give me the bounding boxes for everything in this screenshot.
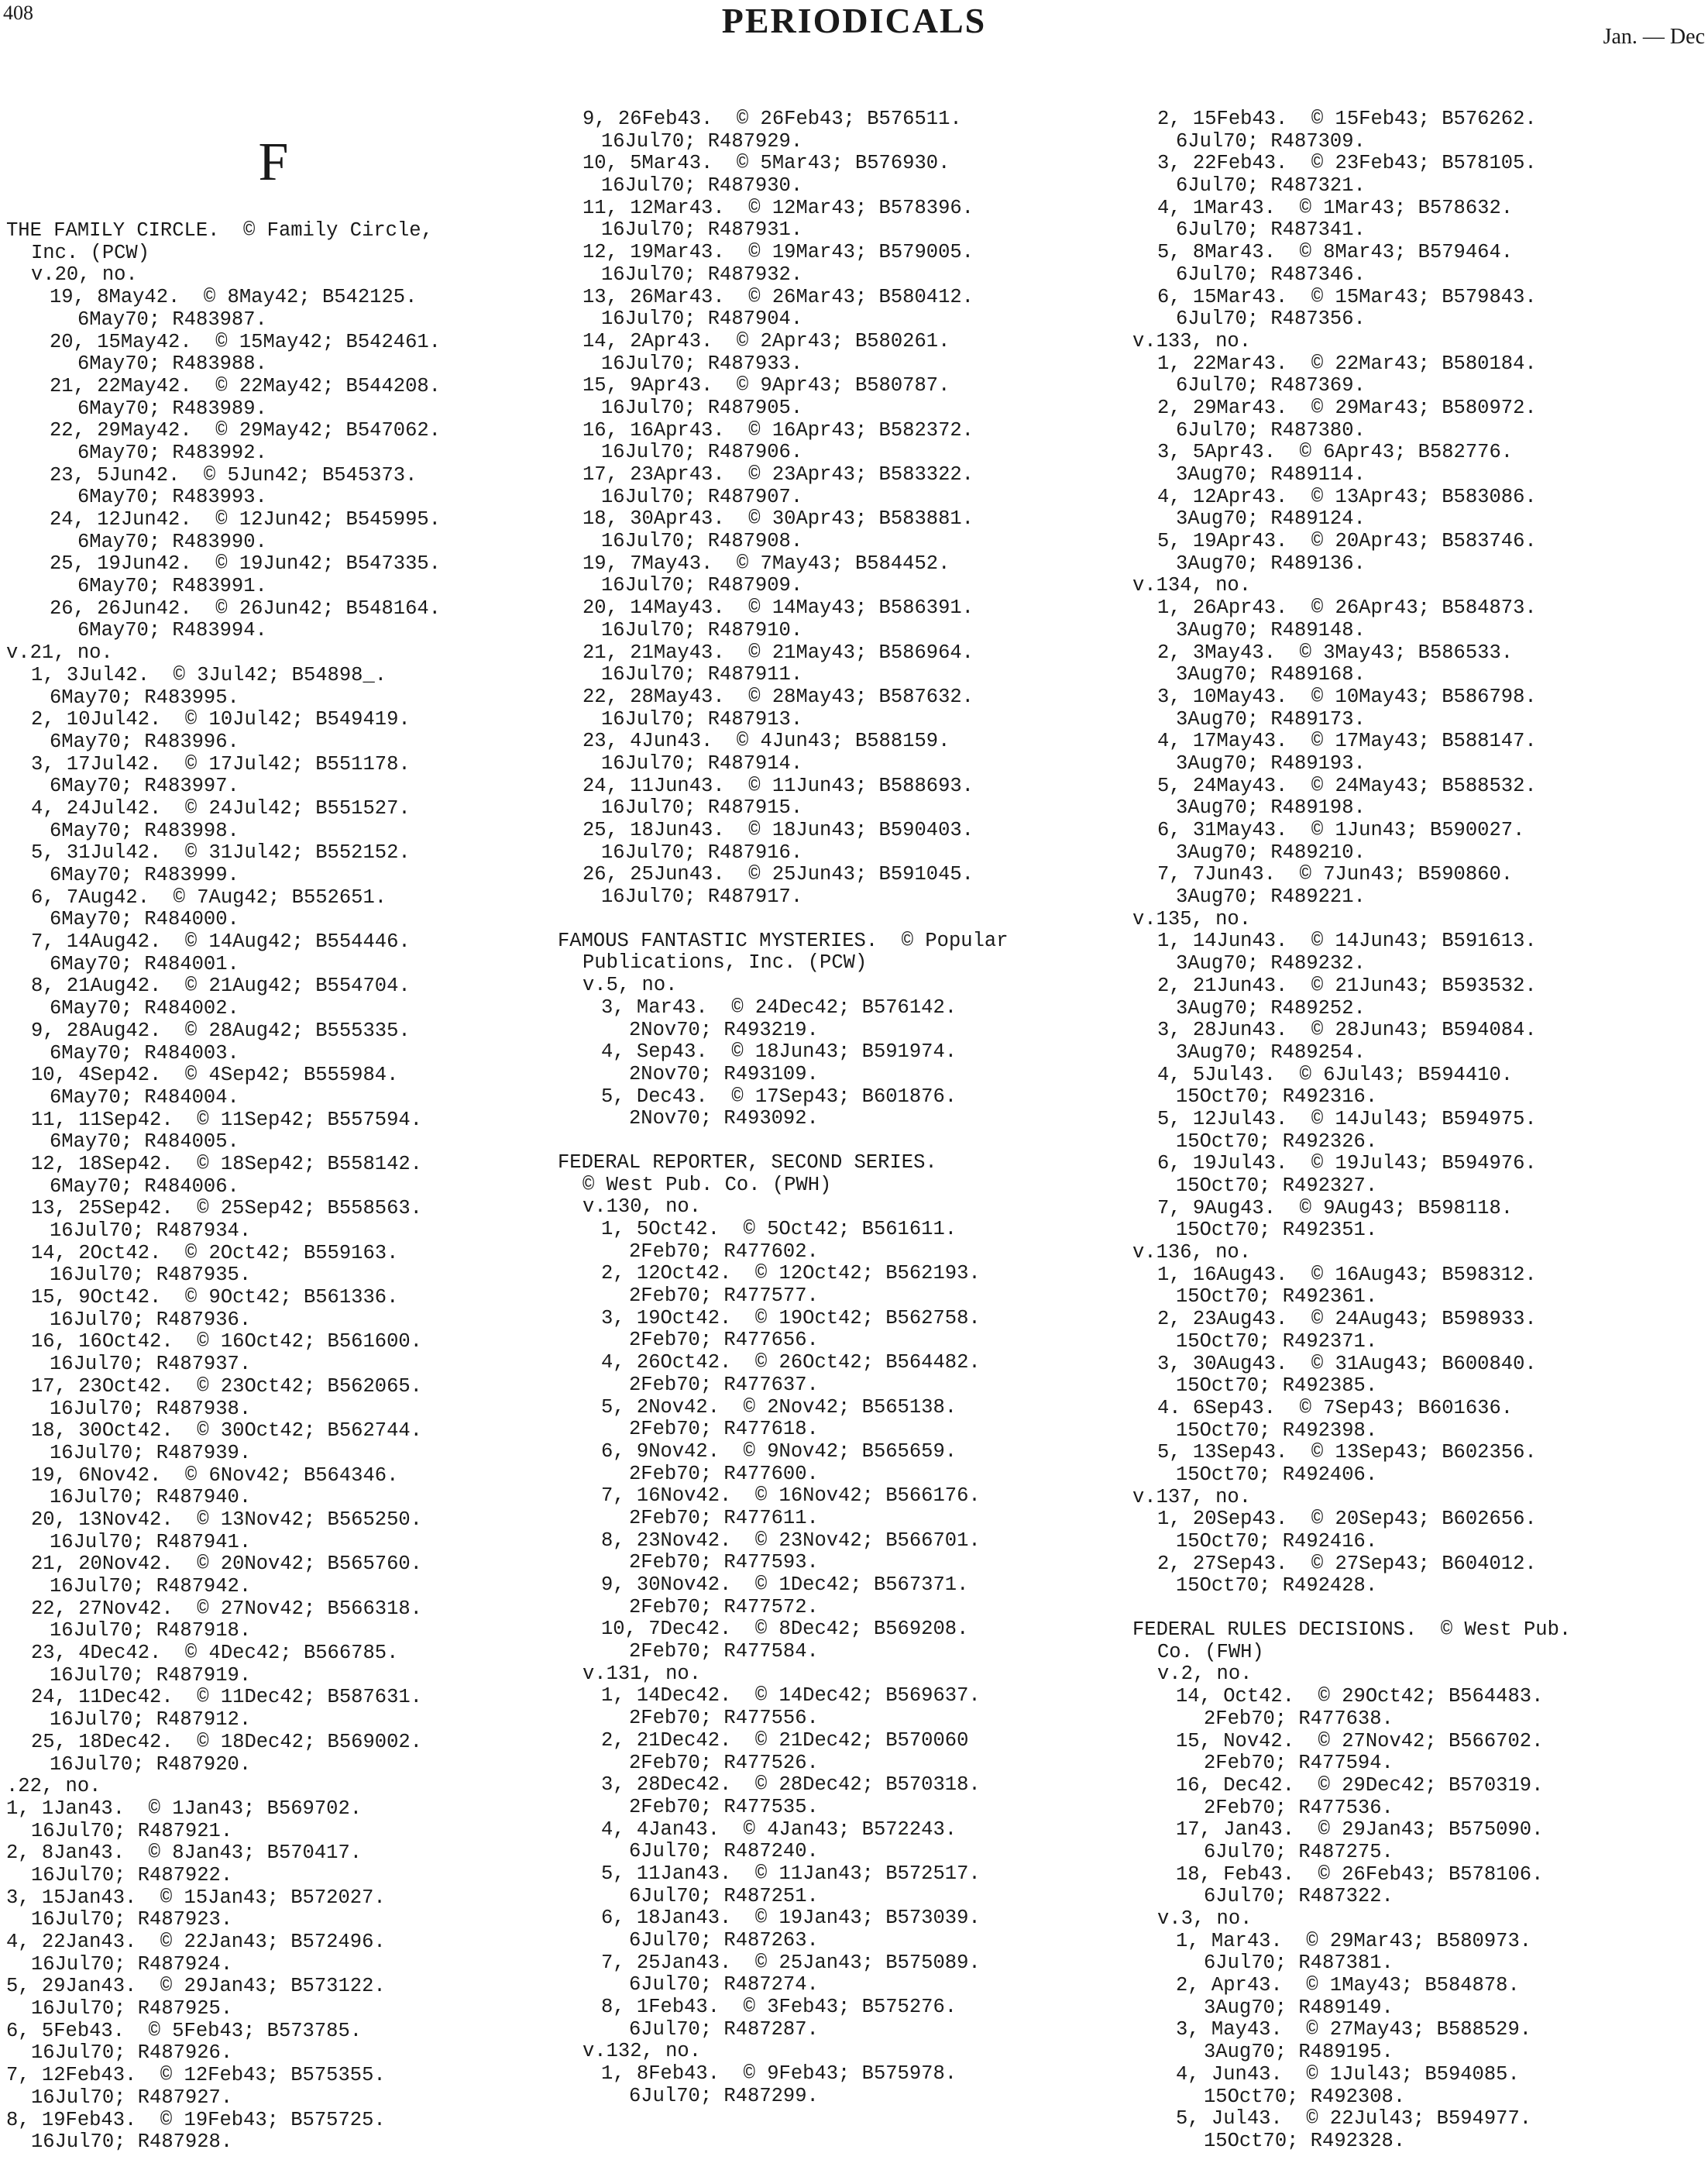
entry-line: 3Aug70; R489195. [1204, 2041, 1394, 2064]
entry-line: 6Jul70; R487287. [629, 2018, 819, 2041]
entry-line: 16Jul70; R487941. [50, 1531, 252, 1553]
entry-line: 6, 15Mar43. © 15Mar43; B579843. [1157, 286, 1537, 308]
entry-line: 22, 28May43. © 28May43; B587632. [583, 686, 974, 708]
entry-line: v.2, no. [1157, 1663, 1253, 1686]
entry-line: 11, 12Mar43. © 12Mar43; B578396. [583, 197, 974, 219]
entry-line: 23, 4Jun43. © 4Jun43; B588159. [583, 731, 950, 753]
entry-line: 16Jul70; R487925. [31, 1998, 233, 2021]
entry-line: 4, 24Jul42. © 24Jul42; B551527. [31, 797, 411, 820]
entry-line: 16Jul70; R487937. [50, 1353, 252, 1376]
entry-line: 16Jul70; R487923. [31, 1909, 233, 1931]
entry-line: 2Feb70; R477535. [629, 1796, 819, 1818]
entry-line: 1, 14Jun43. © 14Jun43; B591613. [1157, 930, 1537, 953]
entry-line: 6May70; R484005. [50, 1131, 239, 1154]
entry-line: 4, Sep43. © 18Jun43; B591974. [601, 1041, 957, 1064]
entry-line: 6May70; R484006. [50, 1175, 239, 1198]
entry-line: 16Jul70; R487907. [601, 486, 803, 508]
entry-line: 16Jul70; R487942. [50, 1576, 252, 1598]
entry-line: 24, 11Dec42. © 11Dec42; B587631. [31, 1687, 422, 1709]
entry-line: Publications, Inc. (PCW) [583, 952, 868, 975]
entry-line: 18, Feb43. © 26Feb43; B578106. [1176, 1863, 1544, 1886]
entry-spacer [558, 1130, 1100, 1152]
entry-line: 16Jul70; R487918. [50, 1620, 252, 1642]
entry-line: 16Jul70; R487915. [601, 797, 803, 820]
entry-line: 6, 9Nov42. © 9Nov42; B565659. [601, 1440, 957, 1463]
entry-line: 1, 22Mar43. © 22Mar43; B580184. [1157, 353, 1537, 375]
entry-line: 15, 9Oct42. © 9Oct42; B561336. [31, 1287, 399, 1309]
entry-heading: v.21, no. [6, 642, 113, 665]
entry-line: 8, 21Aug42. © 21Aug42; B554704. [31, 975, 411, 998]
entry-line: 6, 31May43. © 1Jun43; B590027. [1157, 820, 1525, 841]
entry-line: 3, May43. © 27May43; B588529. [1176, 2019, 1532, 2041]
entry-line: 8, 1Feb43. © 3Feb43; B575276. [601, 1996, 957, 2019]
entry-line: 3Aug70; R489210. [1176, 841, 1366, 864]
entry-line: 3, 28Dec42. © 28Dec42; B570318. [601, 1774, 981, 1797]
entry-line: 16Jul70; R487911. [601, 664, 803, 686]
entry-line: 6Jul70; R487369. [1176, 375, 1366, 397]
entry-line: 16Jul70; R487916. [601, 841, 803, 864]
entry-line: 5, 12Jul43. © 14Jul43; B594975. [1157, 1108, 1537, 1130]
entry-line: 6Jul70; R487275. [1204, 1841, 1394, 1863]
entry-heading: FEDERAL RULES DECISIONS. © West Pub. [1132, 1619, 1572, 1642]
entry-line: 6Jul70; R487251. [629, 1885, 819, 1907]
entry-heading: 5, 29Jan43. © 29Jan43; B573122. [6, 1976, 386, 1998]
entry-line: 6May70; R483991. [77, 576, 267, 598]
entry-heading: 6, 5Feb43. © 5Feb43; B573785. [6, 2020, 363, 2042]
entry-spacer [558, 909, 1100, 930]
entry-line: 4. 6Sep43. © 7Sep43; B601636. [1157, 1397, 1514, 1419]
entry-line: 1, 8Feb43. © 9Feb43; B575978. [601, 2063, 957, 2086]
entry-line: 7, 25Jan43. © 25Jan43; B575089. [601, 1952, 981, 1974]
entry-line: 15Oct70; R492428. [1176, 1575, 1378, 1597]
entry-line: 16Jul70; R487917. [601, 886, 803, 909]
entry-line: 2, 15Feb43. © 15Feb43; B576262. [1157, 108, 1537, 130]
entry-line: 3Aug70; R489232. [1176, 953, 1366, 975]
entry-line: 21, 20Nov42. © 20Nov42; B565760. [31, 1553, 422, 1576]
entry-line: 16Jul70; R487908. [601, 531, 803, 553]
entry-line: 16, 16Oct42. © 16Oct42; B561600. [31, 1331, 422, 1353]
entry-line: 5, 19Apr43. © 20Apr43; B583746. [1157, 531, 1537, 553]
entry-line: 15, 9Apr43. © 9Apr43; B580787. [583, 375, 950, 397]
entry-line: 2, 3May43. © 3May43; B586533. [1157, 641, 1514, 664]
entry-line: 16Jul70; R487912. [50, 1709, 252, 1732]
entry-line: 6May70; R484001. [50, 953, 239, 975]
entry-line: 6Jul70; R487356. [1176, 308, 1366, 331]
entry-line: 14, 2Apr43. © 2Apr43; B580261. [583, 330, 950, 353]
entry-heading: 2, 8Jan43. © 8Jan43; B570417. [6, 1842, 363, 1865]
entry-line: 4, Jun43. © 1Jul43; B594085. [1176, 2063, 1520, 2086]
entry-line: 5, 13Sep43. © 13Sep43; B602356. [1157, 1442, 1537, 1464]
entry-line: 2, 12Oct42. © 12Oct42; B562193. [601, 1263, 981, 1285]
entry-line: 15Oct70; R492351. [1176, 1219, 1378, 1242]
entry-line: 3Aug70; R489124. [1176, 508, 1366, 531]
entry-heading: THE FAMILY CIRCLE. © Family Circle, [6, 220, 433, 242]
entry-line: v.131, no. [583, 1663, 702, 1685]
entry-line: 25, 18Jun43. © 18Jun43; B590403. [583, 820, 974, 841]
entry-line: 15Oct70; R492398. [1176, 1419, 1378, 1442]
entry-line: 16Jul70; R487922. [31, 1864, 233, 1886]
entry-line: 19, 7May43. © 7May43; B584452. [583, 552, 950, 575]
entry-line: 16Jul70; R487914. [601, 752, 803, 775]
entry-heading: 1, 1Jan43. © 1Jan43; B569702. [6, 1797, 363, 1820]
entry-line: 4, 17May43. © 17May43; B588147. [1157, 731, 1537, 753]
entry-line: 16Jul70; R487938. [50, 1398, 252, 1420]
entry-line: 3Aug70; R489193. [1176, 752, 1366, 775]
entry-line: 21, 22May42. © 22May42; B544208. [50, 375, 441, 397]
entry-line: 16Jul70; R487904. [601, 308, 803, 331]
entry-line: 13, 26Mar43. © 26Mar43; B580412. [583, 286, 974, 308]
entry-line: 15Oct70; R492416. [1176, 1531, 1378, 1553]
entry-line: 16, 16Apr43. © 16Apr43; B582372. [583, 419, 974, 442]
entry-line: 15Oct70; R492308. [1204, 2086, 1406, 2108]
entry-line: 4, 5Jul43. © 6Jul43; B594410. [1157, 1064, 1514, 1086]
entry-line: 3, 28Jun43. © 28Jun43; B594084. [1157, 1020, 1537, 1042]
entry-line: 1, 26Apr43. © 26Apr43; B584873. [1157, 597, 1537, 620]
entry-line: 4, 4Jan43. © 4Jan43; B572243. [601, 1818, 957, 1841]
date-range: Jan. — Dec [1603, 25, 1705, 49]
entry-heading: 7, 12Feb43. © 12Feb43; B575355. [6, 2065, 386, 2087]
entry-line: 6, 19Jul43. © 19Jul43; B594976. [1157, 1153, 1537, 1175]
entry-line: 4, 12Apr43. © 13Apr43; B583086. [1157, 486, 1537, 508]
entry-heading: v.134, no. [1132, 575, 1252, 597]
entry-line: 1, 14Dec42. © 14Dec42; B569637. [601, 1685, 981, 1708]
entry-line: 9, 28Aug42. © 28Aug42; B555335. [31, 1020, 411, 1042]
entry-line: © West Pub. Co. (PWH) [583, 1174, 832, 1196]
entry-line: v.5, no. [583, 975, 678, 997]
entry-line: 15Oct70; R492326. [1176, 1130, 1378, 1153]
entry-line: 21, 21May43. © 21May43; B586964. [583, 641, 974, 664]
entry-line: 6May70; R483990. [77, 531, 267, 553]
entry-line: 6Jul70; R487381. [1204, 1952, 1394, 1975]
entry-line: 8, 23Nov42. © 23Nov42; B566701. [601, 1529, 981, 1552]
entry-line: 2Feb70; R477584. [629, 1641, 819, 1663]
entry-line: 19, 8May42. © 8May42; B542125. [50, 287, 418, 309]
page-number: 408 [3, 2, 33, 24]
entry-line: 2Feb70; R477577. [629, 1285, 819, 1308]
entry-line: 10, 5Mar43. © 5Mar43; B576930. [583, 153, 950, 175]
entry-line: 2, 23Aug43. © 24Aug43; B598933. [1157, 1309, 1537, 1331]
entry-line: 2Feb70; R477572. [629, 1596, 819, 1618]
entry-line: 3Aug70; R489136. [1176, 552, 1366, 575]
entry-line: 2Nov70; R493219. [629, 1019, 819, 1041]
entry-line: 17, 23Apr43. © 23Apr43; B583322. [583, 464, 974, 486]
entry-line: 6May70; R483987. [77, 308, 267, 331]
entry-line: 18, 30Oct42. © 30Oct42; B562744. [31, 1420, 422, 1443]
entry-line: 9, 30Nov42. © 1Dec42; B567371. [601, 1574, 969, 1596]
entry-line: 16Jul70; R487935. [50, 1264, 252, 1287]
entry-line: 18, 30Apr43. © 30Apr43; B583881. [583, 508, 974, 531]
entry-line: 2Feb70; R477556. [629, 1708, 819, 1730]
entry-line: 3, 10May43. © 10May43; B586798. [1157, 686, 1537, 708]
entry-line: 6May70; R483989. [77, 397, 267, 420]
entry-line: 6May70; R483998. [50, 820, 239, 842]
entry-line: 16Jul70; R487909. [601, 575, 803, 597]
entry-line: 1, 3Jul42. © 3Jul42; B54898_. [31, 664, 387, 686]
entry-line: 2, Apr43. © 1May43; B584878. [1176, 1975, 1520, 1997]
entry-line: 15Oct70; R492328. [1204, 2130, 1406, 2152]
entry-line: 2, 29Mar43. © 29Mar43; B580972. [1157, 397, 1537, 419]
entry-line: 25, 18Dec42. © 18Dec42; B569002. [31, 1731, 422, 1753]
entry-line: 2Feb70; R477637. [629, 1374, 819, 1396]
entry-line: 6, 7Aug42. © 7Aug42; B552651. [31, 886, 387, 909]
entry-line: 16Jul70; R487920. [50, 1753, 252, 1776]
entry-line: 6Jul70; R487321. [1176, 175, 1366, 198]
entry-line: 10, 7Dec42. © 8Dec42; B569208. [601, 1618, 969, 1641]
entry-heading: v.137, no. [1132, 1486, 1252, 1508]
entry-line: 4, 1Mar43. © 1Mar43; B578632. [1157, 197, 1514, 219]
entry-line: 16Jul70; R487921. [31, 1820, 233, 1842]
entry-line: 6May70; R483994. [77, 620, 267, 642]
entry-line: 15Oct70; R492316. [1176, 1086, 1378, 1109]
entry-line: 5, 24May43. © 24May43; B588532. [1157, 775, 1537, 797]
entry-line: 24, 12Jun42. © 12Jun42; B545995. [50, 509, 441, 531]
entry-line: 26, 25Jun43. © 25Jun43; B591045. [583, 864, 974, 886]
entry-line: 6May70; R483999. [50, 865, 239, 887]
entry-line: 20, 15May42. © 15May42; B542461. [50, 331, 441, 353]
entry-line: 6May70; R483993. [77, 487, 267, 509]
entry-spacer [1132, 1597, 1706, 1619]
entry-line: 6Jul70; R487341. [1176, 219, 1366, 242]
entry-line: 2Feb70; R477536. [1204, 1797, 1394, 1819]
entry-line: 16Jul70; R487905. [601, 397, 803, 419]
entry-line: 16Jul70; R487928. [31, 2131, 233, 2154]
entry-line: 3Aug70; R489221. [1176, 886, 1366, 909]
entry-line: 16, Dec42. © 29Dec42; B570319. [1176, 1774, 1544, 1797]
entry-line: 3, 19Oct42. © 19Oct42; B562758. [601, 1307, 981, 1329]
entry-line: 20, 14May43. © 14May43; B586391. [583, 597, 974, 620]
entry-line: 2Feb70; R477594. [1204, 1752, 1394, 1775]
entry-heading: v.133, no. [1132, 330, 1252, 353]
entry-line: 3, Mar43. © 24Dec42; B576142. [601, 996, 957, 1019]
entry-line: 3Aug70; R489198. [1176, 797, 1366, 820]
column-1 [6, 91, 541, 2154]
entry-line: 16Jul70; R487919. [50, 1664, 252, 1687]
entry-line: 6May70; R483988. [77, 353, 267, 376]
entry-line: 1, 20Sep43. © 20Sep43; B602656. [1157, 1508, 1537, 1531]
entry-line: 2Feb70; R477602. [629, 1240, 819, 1263]
entry-line: 1, 16Aug43. © 16Aug43; B598312. [1157, 1264, 1537, 1286]
entry-line: v.132, no. [583, 2041, 702, 2063]
entry-line: 3Aug70; R489254. [1176, 1041, 1366, 1064]
entry-line: 12, 18Sep42. © 18Sep42; B558142. [31, 1153, 422, 1175]
entry-line: 6Jul70; R487380. [1176, 419, 1366, 442]
entry-line: 7, 14Aug42. © 14Aug42; B554446. [31, 931, 411, 954]
entry-line: 2, 10Jul42. © 10Jul42; B549419. [31, 709, 411, 731]
entry-line: 9, 26Feb43. © 26Feb43; B576511. [583, 108, 962, 130]
entry-line: 2, 27Sep43. © 27Sep43; B604012. [1157, 1553, 1537, 1575]
entry-line: 10, 4Sep42. © 4Sep42; B555984. [31, 1064, 399, 1087]
entry-line: Inc. (PCW) [31, 242, 150, 264]
entry-line: 5, 2Nov42. © 2Nov42; B565138. [601, 1396, 957, 1419]
entry-line: 4, 26Oct42. © 26Oct42; B564482. [601, 1352, 981, 1374]
entry-heading: v.136, no. [1132, 1242, 1252, 1264]
entry-line: 16Jul70; R487932. [601, 263, 803, 286]
entry-heading: FAMOUS FANTASTIC MYSTERIES. © Popular [558, 930, 1009, 952]
entry-line: 5, 11Jan43. © 11Jan43; B572517. [601, 1862, 981, 1885]
entry-line: 2Feb70; R477600. [629, 1463, 819, 1485]
entry-line: 16Jul70; R487933. [601, 353, 803, 375]
entry-line: v.20, no. [31, 264, 138, 287]
entry-line: 7, 16Nov42. © 16Nov42; B566176. [601, 1485, 981, 1508]
entry-line: 3, 5Apr43. © 6Apr43; B582776. [1157, 442, 1514, 464]
entry-line: 15, Nov42. © 27Nov42; B566702. [1176, 1730, 1544, 1752]
entry-line: 25, 19Jun42. © 19Jun42; B547335. [50, 553, 441, 576]
entry-line: 6May70; R483995. [50, 686, 239, 709]
entry-line: 15Oct70; R492371. [1176, 1330, 1378, 1353]
column-3 [1132, 108, 1706, 2153]
entry-line: 3Aug70; R489168. [1176, 664, 1366, 686]
entry-line: 16Jul70; R487930. [601, 175, 803, 198]
entry-line: 11, 11Sep42. © 11Sep42; B557594. [31, 1109, 422, 1131]
entry-line: 6, 18Jan43. © 19Jan43; B573039. [601, 1907, 981, 1930]
entry-line: 6Jul70; R487240. [629, 1841, 819, 1863]
entry-line: 2, 21Jun43. © 21Jun43; B593532. [1157, 975, 1537, 997]
entry-line: 15Oct70; R492361. [1176, 1286, 1378, 1309]
entry-line: Co. (FWH) [1157, 1641, 1264, 1663]
entry-line: 6May70; R484000. [50, 909, 239, 931]
entry-line: v.3, no. [1157, 1908, 1253, 1930]
entry-line: 2Feb70; R477656. [629, 1329, 819, 1352]
entry-line: 2, 21Dec42. © 21Dec42; B570060 [601, 1729, 969, 1752]
entry-line: 16Jul70; R487934. [50, 1220, 252, 1243]
entry-line: 16Jul70; R487927. [31, 2086, 233, 2109]
entry-line: 16Jul70; R487931. [601, 219, 803, 242]
entry-line: 24, 11Jun43. © 11Jun43; B588693. [583, 775, 974, 797]
entry-line: 17, 23Oct42. © 23Oct42; B562065. [31, 1375, 422, 1398]
entry-line: 3, 17Jul42. © 17Jul42; B551178. [31, 753, 411, 776]
entry-line: 6Jul70; R487263. [629, 1930, 819, 1952]
entry-line: 16Jul70; R487940. [50, 1487, 252, 1509]
entry-line: 3, 22Feb43. © 23Feb43; B578105. [1157, 153, 1537, 175]
page-header [0, 0, 1708, 54]
entry-line: 20, 13Nov42. © 13Nov42; B565250. [31, 1508, 422, 1531]
entry-line: 6May70; R484004. [50, 1086, 239, 1109]
entry-line: 5, 31Jul42. © 31Jul42; B552152. [31, 842, 411, 865]
entry-line: 2Feb70; R477618. [629, 1419, 819, 1441]
entry-line: 15Oct70; R492406. [1176, 1463, 1378, 1486]
entry-line: 3, 30Aug43. © 31Aug43; B600840. [1157, 1353, 1537, 1375]
entry-line: 5, Dec43. © 17Sep43; B601876. [601, 1085, 957, 1108]
running-title: PERIODICALS [721, 1, 987, 40]
entry-line: 1, Mar43. © 29Mar43; B580973. [1176, 1930, 1532, 1952]
entry-line: 3Aug70; R489149. [1204, 1996, 1394, 2019]
entry-line: 16Jul70; R487936. [50, 1309, 252, 1331]
entry-line: 15Oct70; R492385. [1176, 1375, 1378, 1398]
entry-line: 6Jul70; R487346. [1176, 263, 1366, 286]
entry-line: 16Jul70; R487929. [601, 130, 803, 153]
entry-line: 7, 9Aug43. © 9Aug43; B598118. [1157, 1197, 1514, 1219]
entry-line: 16Jul70; R487910. [601, 619, 803, 641]
entry-heading: 8, 19Feb43. © 19Feb43; B575725. [6, 2109, 386, 2131]
entry-line: 23, 4Dec42. © 4Dec42; B566785. [31, 1642, 399, 1665]
entry-line: 6May70; R483997. [50, 776, 239, 798]
entry-line: 2Feb70; R477611. [629, 1507, 819, 1529]
entry-line: 16Jul70; R487913. [601, 708, 803, 731]
entry-line: 6May70; R484002. [50, 998, 239, 1020]
entry-heading: v.135, no. [1132, 908, 1252, 930]
entry-line: 3Aug70; R489114. [1176, 464, 1366, 486]
entry-line: 6Jul70; R487309. [1176, 130, 1366, 153]
entry-line: 6May70; R483992. [77, 442, 267, 464]
section-letter: F [258, 132, 289, 193]
entry-line: 6Jul70; R487274. [629, 1974, 819, 1996]
entry-line: 26, 26Jun42. © 26Jun42; B548164. [50, 597, 441, 620]
entry-line: 5, Jul43. © 22Jul43; B594977. [1176, 2108, 1532, 2131]
entry-line: 2Feb70; R477526. [629, 1752, 819, 1774]
entry-line: 13, 25Sep42. © 25Sep42; B558563. [31, 1198, 422, 1220]
entry-line: 5, 8Mar43. © 8Mar43; B579464. [1157, 242, 1514, 264]
entry-line: 3Aug70; R489148. [1176, 619, 1366, 641]
entry-line: 16Jul70; R487926. [31, 2042, 233, 2065]
entry-line: 2Nov70; R493092. [629, 1108, 819, 1130]
entry-line: 22, 29May42. © 29May42; B547062. [50, 420, 441, 442]
entry-line: 7, 7Jun43. © 7Jun43; B590860. [1157, 864, 1514, 886]
entry-line: 16Jul70; R487924. [31, 1953, 233, 1976]
entry-line: 23, 5Jun42. © 5Jun42; B545373. [50, 464, 418, 487]
entry-line: 3Aug70; R489252. [1176, 997, 1366, 1020]
entry-line: 19, 6Nov42. © 6Nov42; B564346. [31, 1464, 399, 1487]
entry-line: 6Jul70; R487299. [629, 2085, 819, 2107]
entry-line: 17, Jan43. © 29Jan43; B575090. [1176, 1819, 1544, 1842]
entry-line: 16Jul70; R487939. [50, 1442, 252, 1464]
entry-line: 6Jul70; R487322. [1204, 1886, 1394, 1908]
entry-line: 14, 2Oct42. © 2Oct42; B559163. [31, 1242, 399, 1264]
entry-line: 2Feb70; R477593. [629, 1552, 819, 1574]
entry-line: 14, Oct42. © 29Oct42; B564483. [1176, 1686, 1544, 1708]
entry-line: 6May70; R484003. [50, 1042, 239, 1064]
entry-heading: .22, no. [6, 1776, 101, 1798]
entry-line: 15Oct70; R492327. [1176, 1175, 1378, 1197]
entry-heading: 4, 22Jan43. © 22Jan43; B572496. [6, 1931, 386, 1954]
column-2 [558, 108, 1100, 2108]
entry-line: 16Jul70; R487906. [601, 442, 803, 464]
entry-line: 1, 5Oct42. © 5Oct42; B561611. [601, 1219, 957, 1240]
entry-line: 3Aug70; R489173. [1176, 708, 1366, 731]
entry-line: 12, 19Mar43. © 19Mar43; B579005. [583, 242, 974, 264]
entry-line: 2Nov70; R493109. [629, 1063, 819, 1085]
entry-line: v.130, no. [583, 1196, 702, 1219]
entry-line: 22, 27Nov42. © 27Nov42; B566318. [31, 1597, 422, 1620]
entry-heading: 3, 15Jan43. © 15Jan43; B572027. [6, 1886, 386, 1909]
entry-heading: FEDERAL REPORTER, SECOND SERIES. [558, 1151, 937, 1174]
entry-line: 2Feb70; R477638. [1204, 1708, 1394, 1730]
entry-line: 6May70; R483996. [50, 731, 239, 753]
